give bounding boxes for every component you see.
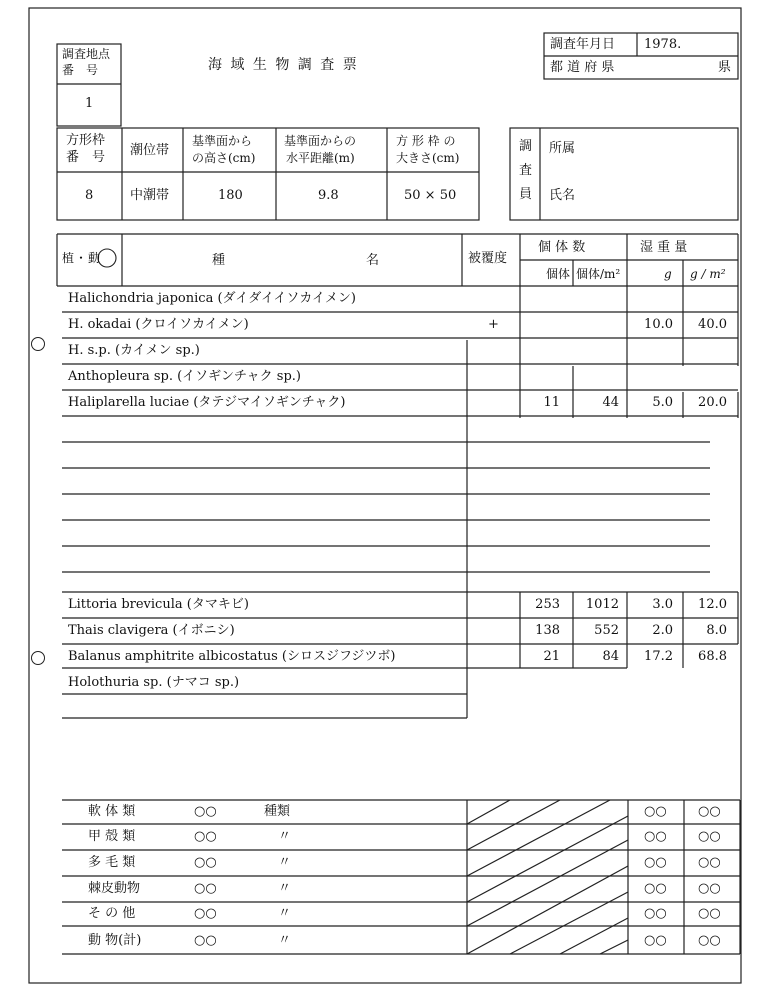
weight-g-value: 17.2 — [644, 649, 673, 664]
form-title: 海 域 生 物 調 査 票 — [208, 57, 359, 73]
height-header-1: 基準面から — [192, 134, 253, 148]
species-name: Halichondria japonica (ダイダイイソカイメン) — [68, 291, 356, 306]
summary-unit: 〃 — [278, 881, 292, 896]
summary-weight-g: ○○ — [644, 881, 667, 896]
surveyor-label-1: 調 — [519, 139, 533, 154]
summary-count: ○○ — [194, 933, 217, 948]
quadrat-no-header-2: 番 号 — [66, 150, 106, 165]
weight-gm2-value: 20.0 — [698, 395, 727, 410]
summary-unit: 種類 — [264, 804, 291, 819]
prefecture-suffix: 県 — [718, 60, 732, 75]
surveyor-label-2: 査 — [519, 163, 533, 178]
station-number: 1 — [85, 96, 94, 111]
count-per-m2-value: 1012 — [585, 597, 619, 612]
summary-label: 多 毛 類 — [88, 855, 136, 870]
summary-unit: 〃 — [278, 829, 292, 844]
weight-g-value: 3.0 — [652, 597, 673, 612]
summary-unit: 〃 — [278, 906, 292, 921]
summary-weight-gm2: ○○ — [698, 933, 721, 948]
weight-gm2-value: 68.8 — [698, 649, 727, 664]
station-header-1: 調査地点 — [62, 47, 111, 61]
species-name: H. okadai (クロイソカイメン) — [68, 317, 249, 332]
count-header: 個 体 数 — [538, 240, 586, 255]
summary-weight-gm2: ○○ — [698, 881, 721, 896]
summary-weight-gm2: ○○ — [698, 855, 721, 870]
summary-weight-gm2: ○○ — [698, 829, 721, 844]
binder-hole-bottom — [31, 651, 45, 665]
weight-header: 湿 重 量 — [640, 240, 688, 255]
summary-count: ○○ — [194, 855, 217, 870]
count-per-m2-value: 552 — [594, 623, 619, 638]
weight-g-value: 2.0 — [652, 623, 673, 638]
summary-weight-g: ○○ — [644, 855, 667, 870]
count-value: 11 — [543, 395, 560, 410]
height-header-2: の高さ(cm) — [192, 151, 256, 165]
count-value: 253 — [535, 597, 560, 612]
weight-gm2-value: 12.0 — [698, 597, 727, 612]
binder-hole-top — [31, 337, 45, 351]
species-name: H. s.p. (カイメン sp.) — [68, 343, 200, 358]
summary-count: ○○ — [194, 906, 217, 921]
weight-g-value: 5.0 — [652, 395, 673, 410]
species-header-2: 名 — [366, 253, 380, 268]
summary-weight-gm2: ○○ — [698, 906, 721, 921]
summary-label: 棘皮動物 — [88, 881, 141, 896]
summary-count: ○○ — [194, 804, 217, 819]
count-sub-per-m2: 個体/m² — [576, 267, 621, 281]
count-per-m2-value: 84 — [602, 649, 619, 664]
distance-value: 9.8 — [318, 188, 339, 203]
summary-label: 軟 体 類 — [88, 804, 136, 819]
survey-date-label: 調査年月日 — [550, 37, 616, 52]
count-value: 21 — [543, 649, 560, 664]
weight-sub-g: g — [664, 267, 672, 281]
quadrat-size-value: 50 × 50 — [404, 188, 457, 203]
count-per-m2-value: 44 — [602, 395, 619, 410]
quadrat-size-header-1: 方 形 枠 の — [396, 134, 456, 148]
tidal-zone-value: 中潮帯 — [130, 188, 170, 203]
height-value: 180 — [218, 188, 243, 203]
weight-gm2-value: 40.0 — [698, 317, 727, 332]
plant-animal-label: 植・動 — [62, 251, 102, 265]
species-name: Balanus amphitrite albicostatus (シロスジフジツボ) — [68, 649, 396, 664]
species-name: Anthopleura sp. (イソギンチャク sp.) — [68, 369, 301, 384]
summary-label: 動 物(計) — [88, 933, 142, 948]
summary-label: そ の 他 — [88, 906, 136, 921]
quadrat-number: 8 — [85, 188, 94, 203]
coverage-value: + — [488, 317, 499, 332]
distance-header-2: 水平距離(m) — [286, 151, 355, 165]
species-name: Thais clavigera (イボニシ) — [68, 623, 235, 638]
summary-weight-g: ○○ — [644, 906, 667, 921]
station-header-2: 番 号 — [62, 63, 99, 77]
affiliation-label: 所属 — [549, 141, 576, 156]
coverage-header: 被覆度 — [468, 251, 508, 266]
summary-count: ○○ — [194, 881, 217, 896]
surveyor-label-3: 員 — [519, 187, 533, 202]
summary-count: ○○ — [194, 829, 217, 844]
summary-weight-g: ○○ — [644, 829, 667, 844]
summary-label: 甲 殻 類 — [88, 829, 136, 844]
quadrat-size-header-2: 大きさ(cm) — [396, 151, 460, 165]
weight-gm2-value: 8.0 — [706, 623, 727, 638]
weight-g-value: 10.0 — [644, 317, 673, 332]
count-value: 138 — [535, 623, 560, 638]
species-name: Haliplarella luciae (タテジマイソギンチャク) — [68, 395, 346, 410]
species-header-1: 種 — [212, 253, 226, 268]
summary-unit: 〃 — [278, 933, 292, 948]
prefecture-label: 都 道 府 県 — [550, 60, 615, 75]
summary-weight-g: ○○ — [644, 933, 667, 948]
count-sub-individuals: 個体 — [546, 267, 571, 281]
summary-weight-gm2: ○○ — [698, 804, 721, 819]
summary-unit: 〃 — [278, 855, 292, 870]
weight-sub-g-per-m2: g / m² — [690, 267, 726, 281]
tidal-zone-header: 潮位帯 — [130, 143, 170, 158]
quadrat-no-header-1: 方形枠 — [66, 133, 106, 148]
name-label: 氏名 — [549, 188, 576, 203]
survey-date-value: 1978. — [644, 37, 682, 52]
summary-weight-g: ○○ — [644, 804, 667, 819]
species-name: Holothuria sp. (ナマコ sp.) — [68, 675, 240, 690]
species-name: Littoria brevicula (タマキビ) — [68, 597, 249, 612]
distance-header-1: 基準面からの — [284, 134, 357, 148]
